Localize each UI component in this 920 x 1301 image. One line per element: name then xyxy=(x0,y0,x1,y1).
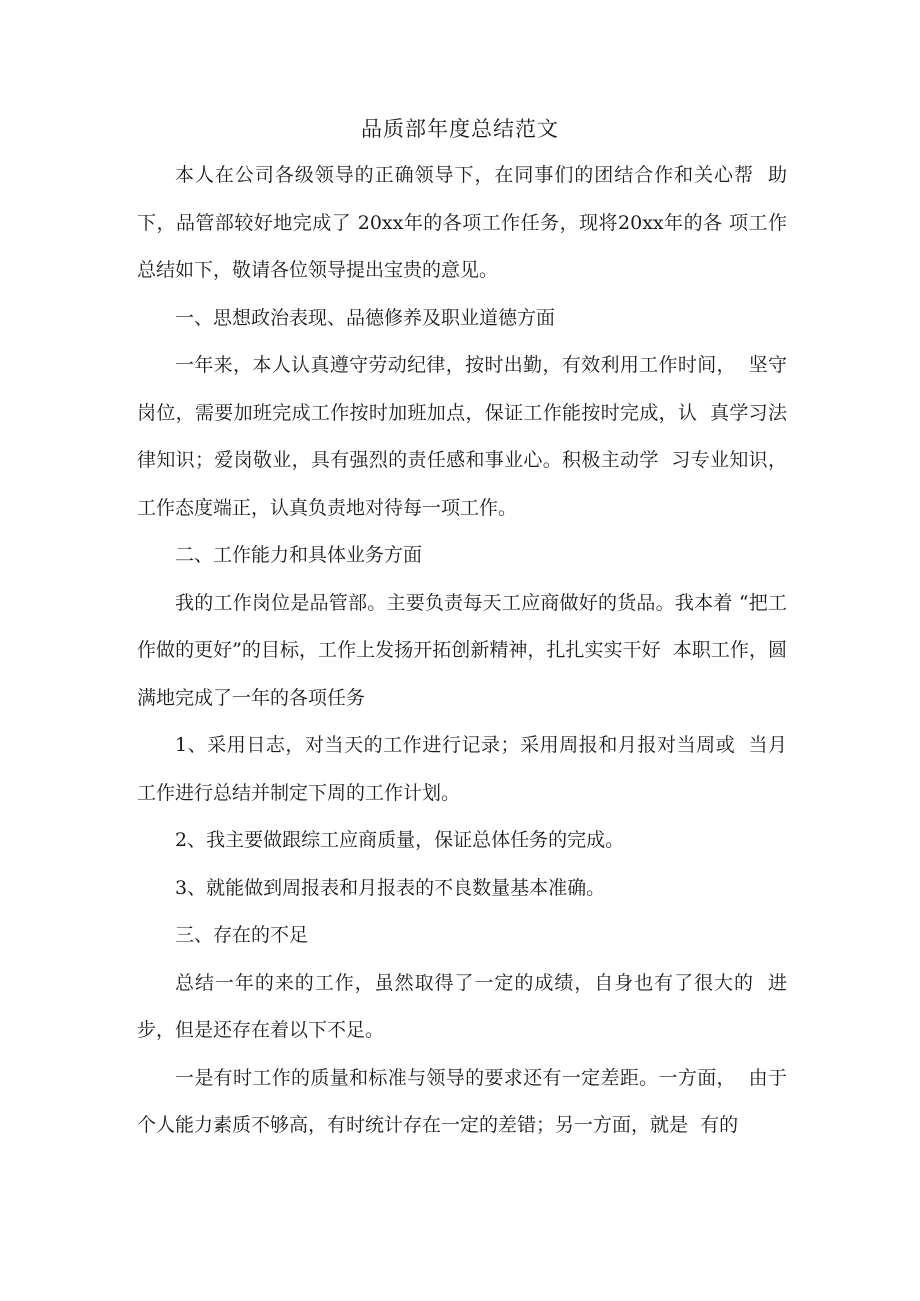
section-heading-1: 一、思想政治表现、品德修养及职业道德方面 xyxy=(175,306,556,329)
section-heading-3: 三、存在的不足 xyxy=(175,924,309,946)
document-title: 品质部年度总结范文 xyxy=(361,117,559,141)
intro-paragraph: 本人在公司各级领导的正确领导下，在同事们的团结合作和关心帮 助下，品管部较好地完成了 20xx年的各项工作任务，现将20xx年的各 项工作总结如下，敬请各位领导提出宝贵的意见。 xyxy=(137,164,787,281)
section-2-paragraph: 我的工作岗位是品管部。主要负责每天工应商做好的货品。我本着 “把工作做的更好”的目标，工作上发扬开拓创新精神，扎扎实实干好 本职工作，圆满地完成了一年的各项任务 xyxy=(137,591,787,709)
section-1-paragraph: 一年来，本人认真遵守劳动纪律，按时出勤，有效利用工作时间， 坚守岗位，需要加班完成工作按时加班加点，保证工作能按时完成，认 真学习法律知识；爱岗敬业，具有强烈的责任感和事业心。积极主动学 习专业知识，工作态度端正，认真负责地对待每一项工作。 xyxy=(137,354,787,519)
document-body xyxy=(137,152,787,1150)
list-item-2: 2、我主要做跟综工应商质量，保证总体任务的完成。 xyxy=(175,829,625,851)
list-item-1: 1、采用日志，对当天的工作进行记录；采用周报和月报对当周或 当月工作进行总结并制定下周的工作计划。 xyxy=(137,734,787,804)
section-heading-2: 二、工作能力和具体业务方面 xyxy=(175,544,423,566)
list-item-3: 3、就能做到周报表和月报表的不良数量基本准确。 xyxy=(175,876,606,899)
section-3-paragraph: 总结一年的来的工作，虽然取得了一定的成绩，自身也有了很大的 进步，但是还存在着以下不足。 xyxy=(137,971,787,1041)
section-3-paragraph-continued: 一是有时工作的质量和标准与领导的要求还有一定差距。一方面， 由于个人能力素质不够高，有时统计存在一定的差错；另一方面，就是 有的 xyxy=(137,1066,787,1136)
